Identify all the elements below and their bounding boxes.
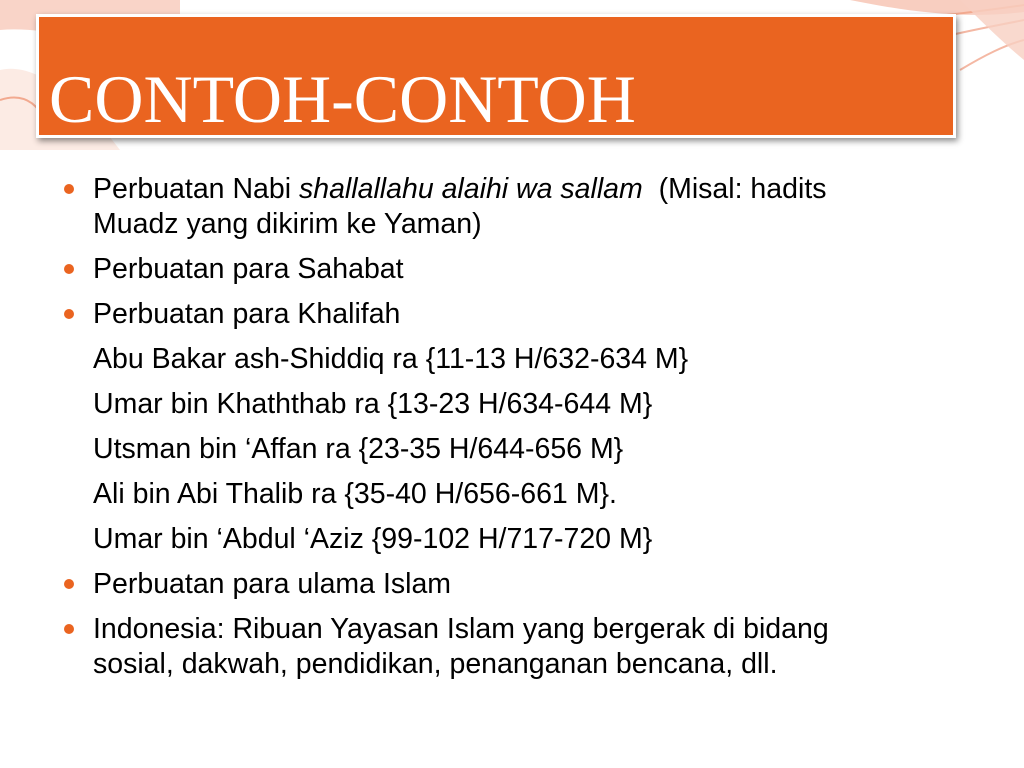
khalifah-line: Umar bin Khaththab ra {13-23 H/634-644 M} [93, 388, 653, 420]
item-text-italic: shallallahu alaihi wa sallam [298, 173, 643, 205]
khalifah-line: Ali bin Abi Thalib ra {35-40 H/656-661 M}. [93, 478, 617, 510]
bullet-icon [64, 309, 74, 319]
list-item [60, 172, 980, 242]
list-item [60, 567, 980, 602]
item-text-line2: Muadz yang dikirim ke Yaman) [93, 208, 482, 240]
bullet-icon [64, 184, 74, 194]
list-item [60, 612, 980, 682]
khalifah-line: Umar bin ‘Abdul ‘Aziz {99-102 H/717-720 M} [93, 523, 653, 555]
title-box [36, 14, 956, 138]
bullet-icon [64, 264, 74, 274]
bullet-list [60, 172, 980, 692]
khalifah-line: Utsman bin ‘Affan ra {23-35 H/644-656 M} [93, 433, 624, 465]
item-text-suffix: (Misal: hadits [642, 173, 827, 205]
item-text-line2: sosial, dakwah, pendidikan, penanganan bencana, dll. [93, 648, 778, 680]
khalifah-line: Abu Bakar ash-Shiddiq ra {11-13 H/632-634 M} [93, 343, 689, 375]
list-item [60, 252, 980, 287]
item-text-prefix: Perbuatan Nabi [93, 173, 299, 205]
bullet-icon [64, 579, 74, 589]
item-text: Perbuatan para Khalifah [93, 298, 401, 330]
item-text: Perbuatan para Sahabat [93, 253, 404, 285]
slide-title: CONTOH-CONTOH [49, 61, 636, 137]
item-text-line1: Indonesia: Ribuan Yayasan Islam yang bergerak di bidang [93, 613, 829, 645]
list-item [60, 297, 980, 332]
bullet-icon [64, 624, 74, 634]
item-text: Perbuatan para ulama Islam [93, 568, 452, 600]
